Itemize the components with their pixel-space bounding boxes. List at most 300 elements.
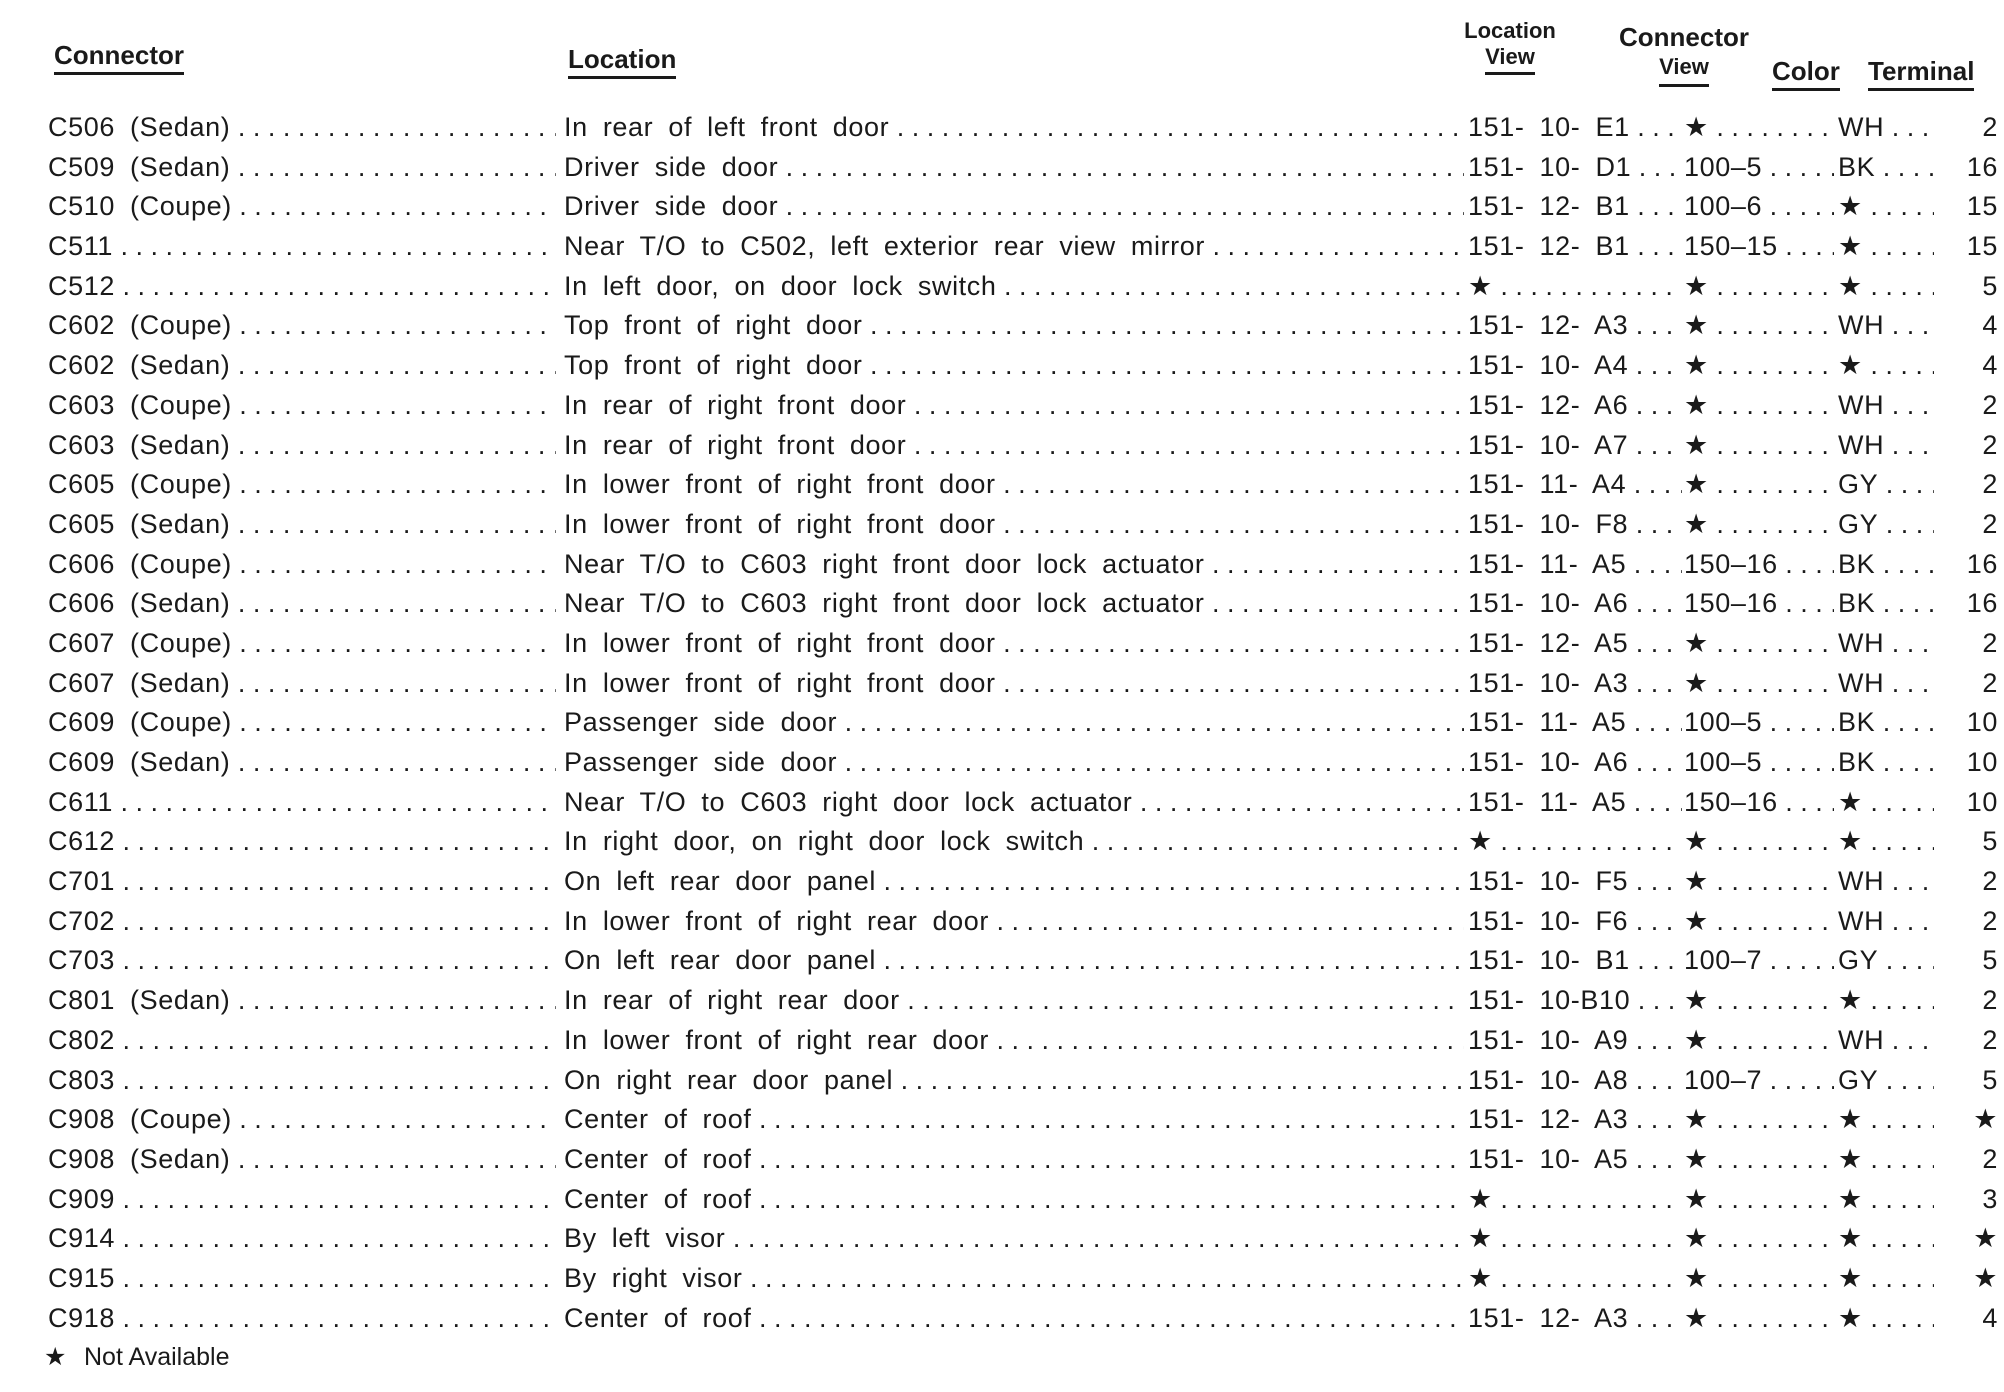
location-cell <box>564 267 1464 307</box>
terminal-cell <box>1938 386 1998 426</box>
table-row <box>48 346 1998 386</box>
color-cell <box>1838 783 1934 823</box>
location-cell <box>564 306 1464 346</box>
terminal-cell <box>1938 306 1998 346</box>
connector-cell-text: C510 (Coupe) <box>48 191 232 222</box>
connector-cell-text: C603 (Sedan) <box>48 429 231 460</box>
color-cell <box>1838 743 1934 783</box>
color-cell <box>1838 267 1934 307</box>
location-view-cell <box>1468 306 1682 346</box>
color-cell-text: ★ <box>1838 1302 1863 1333</box>
color-cell-text: GY <box>1838 469 1879 500</box>
connector-view-cell <box>1684 505 1834 545</box>
terminal-cell <box>1938 624 1998 664</box>
color-cell-text: ★ <box>1838 231 1863 262</box>
terminal-cell-text: 2 <box>1978 866 1998 896</box>
connector-cell-text: C607 (Coupe) <box>48 627 232 658</box>
color-cell <box>1838 902 1934 942</box>
header-location-view-line1: Location <box>1464 18 1556 43</box>
color-cell <box>1838 465 1934 505</box>
location-view-cell-text: 151- 10- D1 <box>1468 151 1632 182</box>
connector-view-cell-text: ★ <box>1684 826 1709 857</box>
connector-view-cell <box>1684 1021 1834 1061</box>
color-cell-text: BK <box>1838 151 1876 182</box>
table-row <box>48 862 1998 902</box>
color-cell <box>1838 1021 1934 1061</box>
location-cell <box>564 624 1464 664</box>
color-cell-text: WH <box>1838 429 1885 460</box>
connector-view-cell-text: ★ <box>1684 389 1709 420</box>
color-cell-text: WH <box>1838 866 1885 897</box>
table-row <box>48 386 1998 426</box>
connector-cell <box>48 902 556 942</box>
connector-view-cell <box>1684 148 1834 188</box>
terminal-cell-text: 5 <box>1978 945 1998 975</box>
connector-cell <box>48 465 556 505</box>
terminal-cell <box>1938 981 1998 1021</box>
table-row <box>48 1100 1998 1140</box>
connector-view-cell <box>1684 1219 1834 1259</box>
connector-view-cell <box>1684 108 1834 148</box>
location-cell <box>564 1061 1464 1101</box>
terminal-cell-text: 2 <box>1978 906 1998 936</box>
location-cell <box>564 1100 1464 1140</box>
connector-view-cell-text: 150–16 <box>1684 786 1778 817</box>
location-view-cell-text: 151- 10- A6 <box>1468 588 1629 619</box>
location-view-cell-text: 151- 10- A9 <box>1468 1024 1629 1055</box>
location-cell <box>564 822 1464 862</box>
terminal-cell-text: 2 <box>1978 509 1998 539</box>
location-cell-text: In lower front of right rear door <box>564 1024 989 1055</box>
table-row <box>48 743 1998 783</box>
connector-view-cell <box>1684 743 1834 783</box>
location-cell-text: Center of roof <box>564 1302 752 1333</box>
color-cell-text: WH <box>1838 667 1885 698</box>
connector-view-cell-text: ★ <box>1684 1223 1709 1254</box>
terminal-cell-text: 3 <box>1978 1184 1998 1214</box>
connector-cell <box>48 306 556 346</box>
color-cell <box>1838 346 1934 386</box>
color-cell-text: ★ <box>1838 1183 1863 1214</box>
location-view-cell-text: 151- 10- A8 <box>1468 1064 1629 1095</box>
table-row <box>48 1140 1998 1180</box>
location-cell <box>564 227 1464 267</box>
connector-view-cell-text: ★ <box>1684 1183 1709 1214</box>
location-view-cell <box>1468 148 1682 188</box>
location-view-cell <box>1468 664 1682 704</box>
table-row <box>48 108 1998 148</box>
color-cell <box>1838 505 1934 545</box>
terminal-cell <box>1938 902 1998 942</box>
location-view-cell-text: 151- 10- F5 <box>1468 866 1629 897</box>
connector-cell <box>48 664 556 704</box>
color-cell <box>1838 306 1934 346</box>
connector-view-cell <box>1684 346 1834 386</box>
terminal-cell-text: 4 <box>1978 350 1998 380</box>
color-cell <box>1838 941 1934 981</box>
location-view-cell-text: 151- 12- A3 <box>1468 1302 1629 1333</box>
legend <box>44 1340 229 1374</box>
location-view-cell <box>1468 703 1682 743</box>
color-cell <box>1838 1140 1934 1180</box>
location-view-cell <box>1468 902 1682 942</box>
table-row <box>48 267 1998 307</box>
location-cell <box>564 743 1464 783</box>
location-view-cell <box>1468 1061 1682 1101</box>
color-cell-text: ★ <box>1838 786 1863 817</box>
terminal-cell-text: 5 <box>1978 1065 1998 1095</box>
location-view-cell <box>1468 545 1682 585</box>
location-cell-text: Near T/O to C603 right front door lock actuator <box>564 548 1205 579</box>
table-body <box>48 108 1998 1338</box>
connector-cell-text: C602 (Coupe) <box>48 310 232 341</box>
location-view-cell <box>1468 1259 1682 1299</box>
connector-view-cell <box>1684 426 1834 466</box>
color-cell-text: ★ <box>1838 826 1863 857</box>
connector-view-cell-text: 100–7 <box>1684 945 1763 976</box>
connector-cell <box>48 1140 556 1180</box>
color-cell-text: BK <box>1838 548 1876 579</box>
connector-cell <box>48 267 556 307</box>
location-cell <box>564 1219 1464 1259</box>
table-row <box>48 1299 1998 1339</box>
terminal-cell <box>1938 267 1998 307</box>
table-row <box>48 624 1998 664</box>
location-view-cell-text: 151- 10- F6 <box>1468 905 1629 936</box>
color-cell <box>1838 386 1934 426</box>
connector-cell-text: C803 <box>48 1064 115 1095</box>
connector-cell-text: C609 (Sedan) <box>48 747 231 777</box>
location-view-cell <box>1468 187 1682 227</box>
location-cell-text: By left visor <box>564 1223 726 1254</box>
connector-view-cell-text: ★ <box>1684 508 1709 539</box>
connector-view-cell <box>1684 981 1834 1021</box>
location-cell-text: In right door, on right door lock switch <box>564 826 1085 857</box>
location-view-cell-text: 151- 10- F8 <box>1468 508 1629 539</box>
location-cell-text: Driver side door <box>564 191 779 222</box>
terminal-cell <box>1938 545 1998 585</box>
location-cell <box>564 346 1464 386</box>
connector-view-cell-text: ★ <box>1684 627 1709 658</box>
terminal-cell-text: ★ <box>1969 1104 1998 1134</box>
color-cell-text: WH <box>1838 310 1885 341</box>
terminal-cell-text: 15 <box>1963 231 1998 261</box>
connector-cell <box>48 862 556 902</box>
header-connector: Connector <box>54 40 184 75</box>
location-cell <box>564 1180 1464 1220</box>
color-cell <box>1838 703 1934 743</box>
connector-cell <box>48 187 556 227</box>
location-cell-text: In left door, on door lock switch <box>564 270 997 301</box>
color-cell <box>1838 1219 1934 1259</box>
location-view-cell-text: 151- 12- A3 <box>1468 310 1629 341</box>
connector-cell-text: C605 (Sedan) <box>48 508 231 539</box>
terminal-cell <box>1938 1140 1998 1180</box>
color-cell <box>1838 822 1934 862</box>
terminal-cell <box>1938 1061 1998 1101</box>
location-cell-text: Near T/O to C603 right front door lock actuator <box>564 588 1205 619</box>
color-cell <box>1838 862 1934 902</box>
connector-view-cell-text: 100–7 <box>1684 1064 1763 1095</box>
location-view-cell-text: 151- 11- A5 <box>1468 548 1627 579</box>
table-row <box>48 902 1998 942</box>
location-cell-text: Passenger side door <box>564 747 838 777</box>
terminal-cell-text: 10 <box>1963 707 1998 737</box>
terminal-cell-text: 5 <box>1978 271 1998 301</box>
location-view-cell-text: 151- 12- B1 <box>1468 231 1630 262</box>
connector-cell <box>48 1180 556 1220</box>
location-cell-text: Center of roof <box>564 1104 752 1135</box>
table-row <box>48 664 1998 704</box>
location-view-cell-text: 151- 11- A5 <box>1468 707 1627 738</box>
connector-view-cell <box>1684 862 1834 902</box>
table-row <box>48 148 1998 188</box>
terminal-cell-text: ★ <box>1969 1223 1998 1253</box>
location-cell <box>564 902 1464 942</box>
terminal-cell-text: 4 <box>1978 1303 1998 1333</box>
connector-view-cell <box>1684 664 1834 704</box>
location-view-cell <box>1468 108 1682 148</box>
color-cell-text: ★ <box>1838 191 1863 222</box>
location-view-cell <box>1468 822 1682 862</box>
location-cell <box>564 664 1464 704</box>
location-cell-text: On left rear door panel <box>564 945 876 976</box>
table-row <box>48 584 1998 624</box>
connector-cell <box>48 1219 556 1259</box>
terminal-cell-text: 2 <box>1978 1025 1998 1055</box>
connector-view-cell-text: ★ <box>1684 1104 1709 1135</box>
color-cell <box>1838 187 1934 227</box>
connector-view-cell-text: 100–6 <box>1684 191 1763 222</box>
location-cell-text: In lower front of right front door <box>564 508 996 539</box>
legend-text: Not Available <box>84 1343 230 1371</box>
table-row <box>48 306 1998 346</box>
table-row <box>48 1180 1998 1220</box>
location-view-cell-text: 151- 12- A5 <box>1468 627 1629 658</box>
terminal-cell <box>1938 187 1998 227</box>
connector-cell-text: C908 (Sedan) <box>48 1143 231 1174</box>
location-view-cell-text: 151- 10- A7 <box>1468 429 1629 460</box>
location-view-cell-text: 151- 11- A4 <box>1468 469 1627 500</box>
color-cell-text: GY <box>1838 508 1879 539</box>
location-view-cell-text: 151- 10- A4 <box>1468 350 1629 381</box>
terminal-cell <box>1938 703 1998 743</box>
connector-cell <box>48 822 556 862</box>
color-cell <box>1838 426 1934 466</box>
header-location: Location <box>568 44 676 79</box>
location-cell <box>564 1299 1464 1339</box>
terminal-cell-text: 2 <box>1978 112 1998 142</box>
location-view-cell <box>1468 981 1682 1021</box>
connector-cell <box>48 386 556 426</box>
table-row <box>48 505 1998 545</box>
terminal-cell <box>1938 1259 1998 1299</box>
terminal-cell-text: 2 <box>1978 668 1998 698</box>
terminal-cell <box>1938 822 1998 862</box>
connector-cell-text: C511 <box>48 231 113 262</box>
terminal-cell <box>1938 1100 1998 1140</box>
connector-view-cell <box>1684 306 1834 346</box>
table-row <box>48 822 1998 862</box>
connector-cell-text: C606 (Coupe) <box>48 548 232 579</box>
terminal-cell <box>1938 664 1998 704</box>
terminal-cell-text: 10 <box>1963 787 1998 817</box>
location-view-cell-text: 151- 11- A5 <box>1468 786 1627 817</box>
connector-view-cell <box>1684 267 1834 307</box>
location-view-cell <box>1468 783 1682 823</box>
connector-view-cell-text: ★ <box>1684 310 1709 341</box>
table-row <box>48 1021 1998 1061</box>
location-view-cell <box>1468 941 1682 981</box>
location-view-cell-text: 151- 10- A3 <box>1468 667 1629 698</box>
connector-view-cell-text: 150–15 <box>1684 231 1778 262</box>
location-cell-text: In rear of right front door <box>564 429 907 460</box>
location-cell <box>564 1259 1464 1299</box>
location-view-cell <box>1468 465 1682 505</box>
terminal-cell <box>1938 505 1998 545</box>
table-row <box>48 1259 1998 1299</box>
location-cell-text: In lower front of right rear door <box>564 905 989 936</box>
terminal-cell-text: 16 <box>1963 152 1998 182</box>
color-cell <box>1838 227 1934 267</box>
connector-cell-text: C612 <box>48 826 115 857</box>
table-row <box>48 426 1998 466</box>
connector-cell <box>48 624 556 664</box>
terminal-cell <box>1938 783 1998 823</box>
location-view-cell <box>1468 1100 1682 1140</box>
location-cell-text: On right rear door panel <box>564 1064 894 1095</box>
connector-view-cell-text: 100–5 <box>1684 747 1763 777</box>
color-cell-text: WH <box>1838 905 1885 936</box>
connector-view-cell <box>1684 624 1834 664</box>
connector-cell-text: C506 (Sedan) <box>48 112 231 142</box>
connector-cell-text: C701 <box>48 866 115 897</box>
terminal-cell-text: 2 <box>1978 628 1998 658</box>
location-cell-text: Top front of right door <box>564 310 863 341</box>
connector-view-cell <box>1684 1180 1834 1220</box>
location-cell <box>564 703 1464 743</box>
table-row <box>48 783 1998 823</box>
connector-cell-text: C602 (Sedan) <box>48 350 231 381</box>
color-cell <box>1838 584 1934 624</box>
color-cell <box>1838 148 1934 188</box>
location-cell-text: Near T/O to C502, left exterior rear view mirror <box>564 231 1205 262</box>
header-location-view <box>1440 18 1580 75</box>
location-view-cell-text: ★ <box>1468 1262 1493 1293</box>
location-view-cell <box>1468 1180 1682 1220</box>
connector-view-cell <box>1684 187 1834 227</box>
connector-view-cell-text: ★ <box>1684 429 1709 460</box>
terminal-cell <box>1938 148 1998 188</box>
location-view-cell-text: 151- 10- A5 <box>1468 1143 1629 1174</box>
connector-cell-text: C802 <box>48 1024 115 1055</box>
color-cell-text: ★ <box>1838 350 1863 381</box>
location-cell-text: Driver side door <box>564 151 779 182</box>
connector-view-cell <box>1684 465 1834 505</box>
location-view-cell-text: ★ <box>1468 826 1493 857</box>
table-row <box>48 545 1998 585</box>
location-cell <box>564 465 1464 505</box>
location-view-cell-text: 151- 10-B10 <box>1468 985 1631 1016</box>
terminal-cell <box>1938 941 1998 981</box>
location-view-cell-text: 151- 12- A6 <box>1468 389 1629 420</box>
location-cell <box>564 187 1464 227</box>
connector-view-cell-text: 150–16 <box>1684 548 1778 579</box>
location-view-cell-text: ★ <box>1468 1223 1493 1254</box>
connector-cell-text: C611 <box>48 786 113 817</box>
terminal-cell <box>1938 465 1998 505</box>
terminal-cell <box>1938 1219 1998 1259</box>
terminal-cell <box>1938 1299 1998 1339</box>
color-cell-text: ★ <box>1838 1104 1863 1135</box>
location-view-cell-text: 151- 12- A3 <box>1468 1104 1629 1135</box>
terminal-cell-text: 5 <box>1978 826 1998 856</box>
terminal-cell <box>1938 584 1998 624</box>
color-cell <box>1838 624 1934 664</box>
header-connector-view-line1: Connector <box>1619 22 1749 52</box>
color-cell-text: ★ <box>1838 985 1863 1016</box>
location-view-cell <box>1468 624 1682 664</box>
terminal-cell-text: 10 <box>1963 747 1998 777</box>
connector-cell-text: C609 (Coupe) <box>48 707 232 738</box>
location-view-cell-text: 151- 10- A6 <box>1468 747 1629 777</box>
color-cell-text: ★ <box>1838 1262 1863 1293</box>
connector-cell-text: C914 <box>48 1223 115 1254</box>
location-cell-text: In lower front of right front door <box>564 667 996 698</box>
color-cell <box>1838 545 1934 585</box>
connector-view-cell-text: ★ <box>1684 1302 1709 1333</box>
connector-view-cell-text: 100–5 <box>1684 151 1763 182</box>
connector-view-cell <box>1684 1259 1834 1299</box>
color-cell <box>1838 1299 1934 1339</box>
connector-cell <box>48 1061 556 1101</box>
terminal-cell <box>1938 346 1998 386</box>
table-row <box>48 187 1998 227</box>
location-cell-text: By right visor <box>564 1262 743 1293</box>
location-cell <box>564 981 1464 1021</box>
connector-view-cell-text: ★ <box>1684 350 1709 381</box>
connector-cell-text: C703 <box>48 945 115 976</box>
location-view-cell <box>1468 267 1682 307</box>
table-row <box>48 227 1998 267</box>
connector-view-cell <box>1684 227 1834 267</box>
color-cell <box>1838 1061 1934 1101</box>
table-row <box>48 1061 1998 1101</box>
connector-cell <box>48 346 556 386</box>
terminal-cell <box>1938 743 1998 783</box>
terminal-cell <box>1938 227 1998 267</box>
terminal-cell <box>1938 862 1998 902</box>
connector-view-cell-text: ★ <box>1684 667 1709 698</box>
location-view-cell-text: ★ <box>1468 270 1493 301</box>
connector-cell <box>48 584 556 624</box>
connector-cell <box>48 426 556 466</box>
header-connector-view-line2: View <box>1659 52 1709 87</box>
connector-view-cell-text: ★ <box>1684 270 1709 301</box>
connector-view-cell <box>1684 386 1834 426</box>
terminal-cell-text: 2 <box>1978 985 1998 1015</box>
location-view-cell <box>1468 862 1682 902</box>
connector-view-cell <box>1684 1140 1834 1180</box>
table-row <box>48 941 1998 981</box>
star-icon: ★ <box>44 1343 67 1371</box>
location-cell-text: In lower front of right front door <box>564 469 996 500</box>
connector-cell <box>48 1259 556 1299</box>
connector-cell-text: C801 (Sedan) <box>48 985 231 1016</box>
location-cell-text: In rear of right rear door <box>564 985 900 1016</box>
color-cell-text: BK <box>1838 747 1876 777</box>
connector-cell <box>48 545 556 585</box>
